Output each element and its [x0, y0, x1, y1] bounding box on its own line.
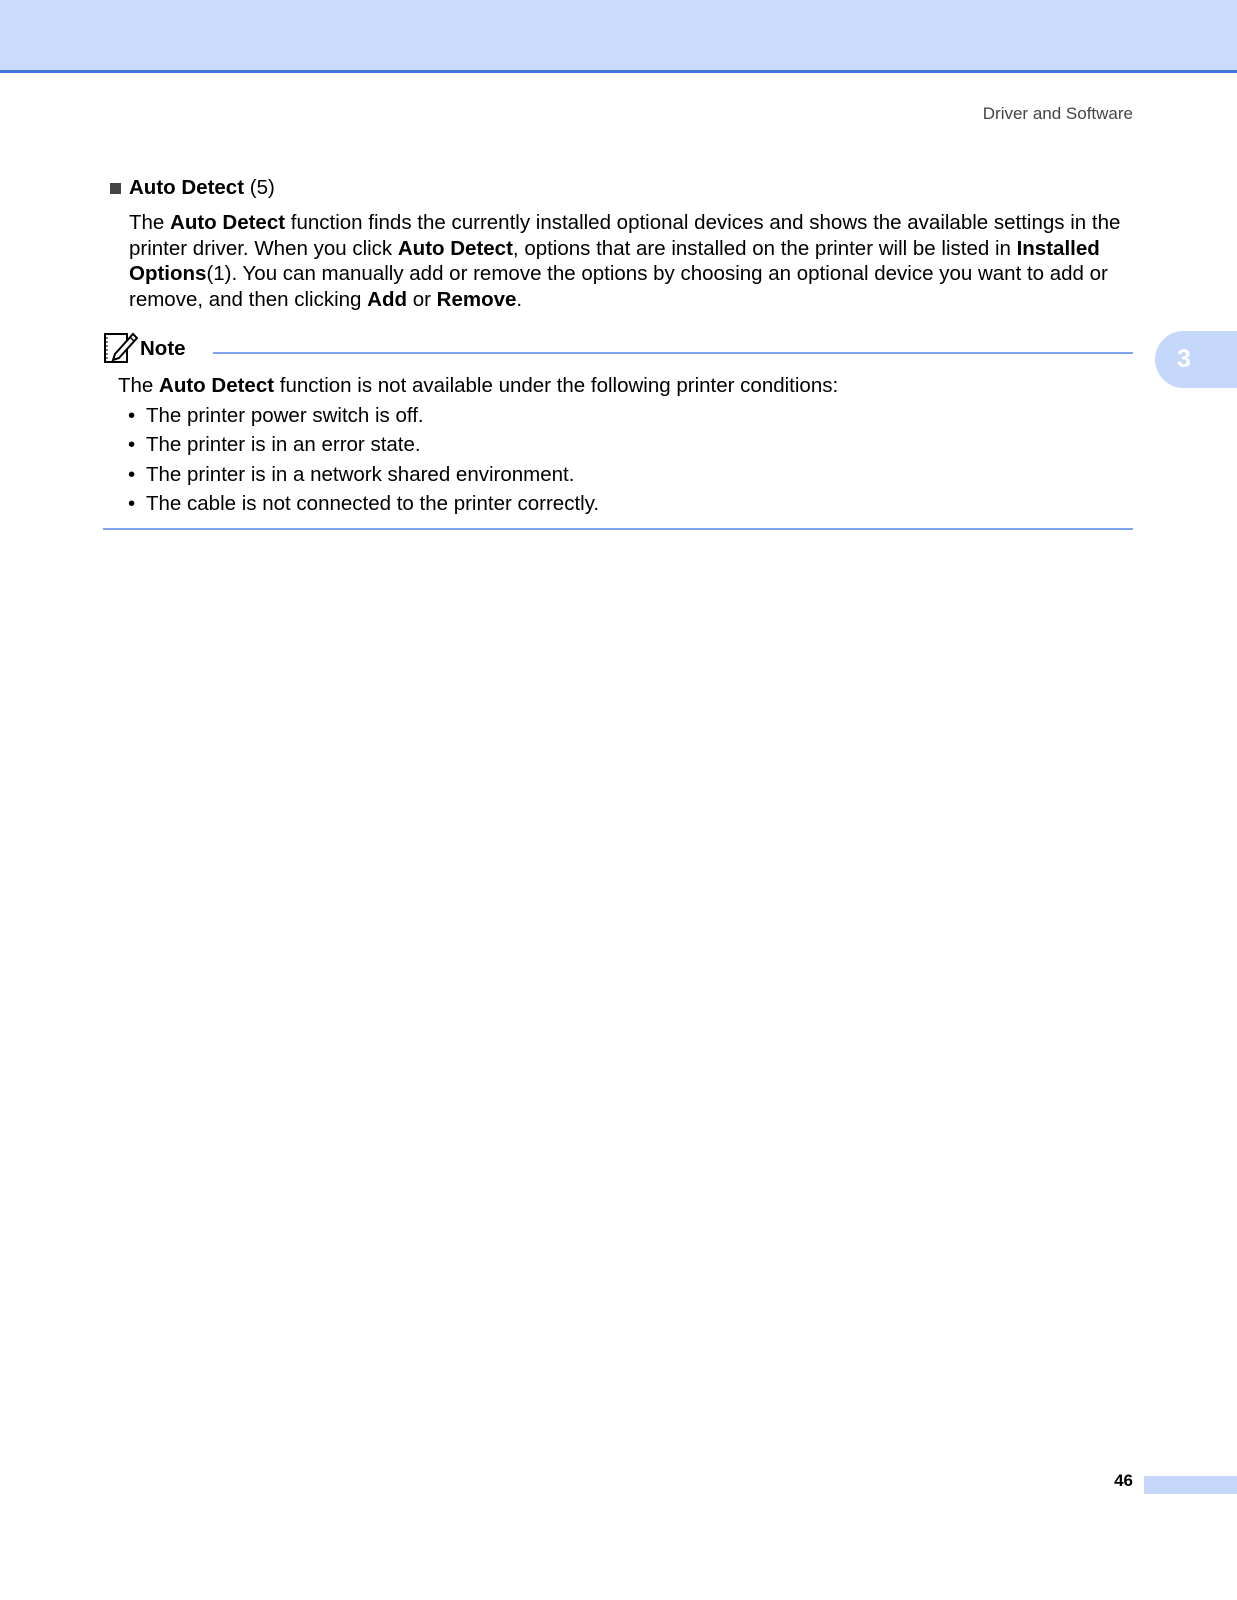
section-heading — [110, 174, 1135, 202]
paragraph-text: , options that are installed on the printer will be listed in — [512, 236, 1017, 260]
note-intro-bold: Auto Detect — [159, 374, 275, 397]
note-list — [128, 401, 1133, 519]
list-item: • The printer is in an error state. — [128, 430, 1133, 460]
paragraph-bold: Auto Detect — [397, 236, 513, 260]
note-intro-text: The — [118, 374, 160, 397]
note-pencil-icon — [103, 330, 139, 364]
paragraph-bold: Add — [367, 287, 408, 311]
note-bottom-rule — [103, 528, 1133, 530]
note-top-rule — [213, 352, 1133, 354]
paragraph-bold: Installed Options — [129, 236, 1100, 285]
heading-text — [129, 174, 275, 202]
paragraph-text: The — [129, 211, 171, 234]
note-intro-text: function is not available under the following printer conditions: — [274, 374, 839, 397]
list-item: • The printer is in a network shared environment. — [128, 460, 1133, 490]
heading-bold: Auto Detect — [129, 176, 245, 199]
note-body — [118, 371, 1133, 519]
header-band — [0, 0, 1237, 73]
page-tab — [1144, 1476, 1237, 1494]
list-item: • The printer power switch is off. — [128, 401, 1133, 431]
note-title: Note — [140, 337, 186, 360]
square-bullet-icon — [110, 183, 121, 194]
auto-detect-section — [110, 174, 1135, 312]
note-intro — [118, 371, 1133, 401]
page-number: 46 — [1114, 1471, 1133, 1490]
paragraph-text: (1). You can manually add or remove the options by choosing an optional device you want to add or remove, and then clicking — [129, 262, 1108, 311]
note-header — [103, 330, 1133, 366]
paragraph-text: function finds the currently installed optional devices and shows the available settings in the printer driver. When you click — [129, 211, 1121, 260]
paragraph-bold: Auto Detect — [170, 211, 286, 234]
chapter-tab: 3 — [1155, 331, 1237, 388]
heading-suffix: (5) — [244, 176, 275, 199]
paragraph-text: . — [516, 287, 523, 311]
running-header: Driver and Software — [982, 104, 1133, 123]
paragraph-bold: Remove — [436, 287, 517, 311]
section-paragraph — [129, 210, 1135, 312]
note-block — [103, 330, 1133, 530]
list-item: • The cable is not connected to the printer correctly. — [128, 489, 1133, 519]
paragraph-text: or — [407, 287, 437, 311]
